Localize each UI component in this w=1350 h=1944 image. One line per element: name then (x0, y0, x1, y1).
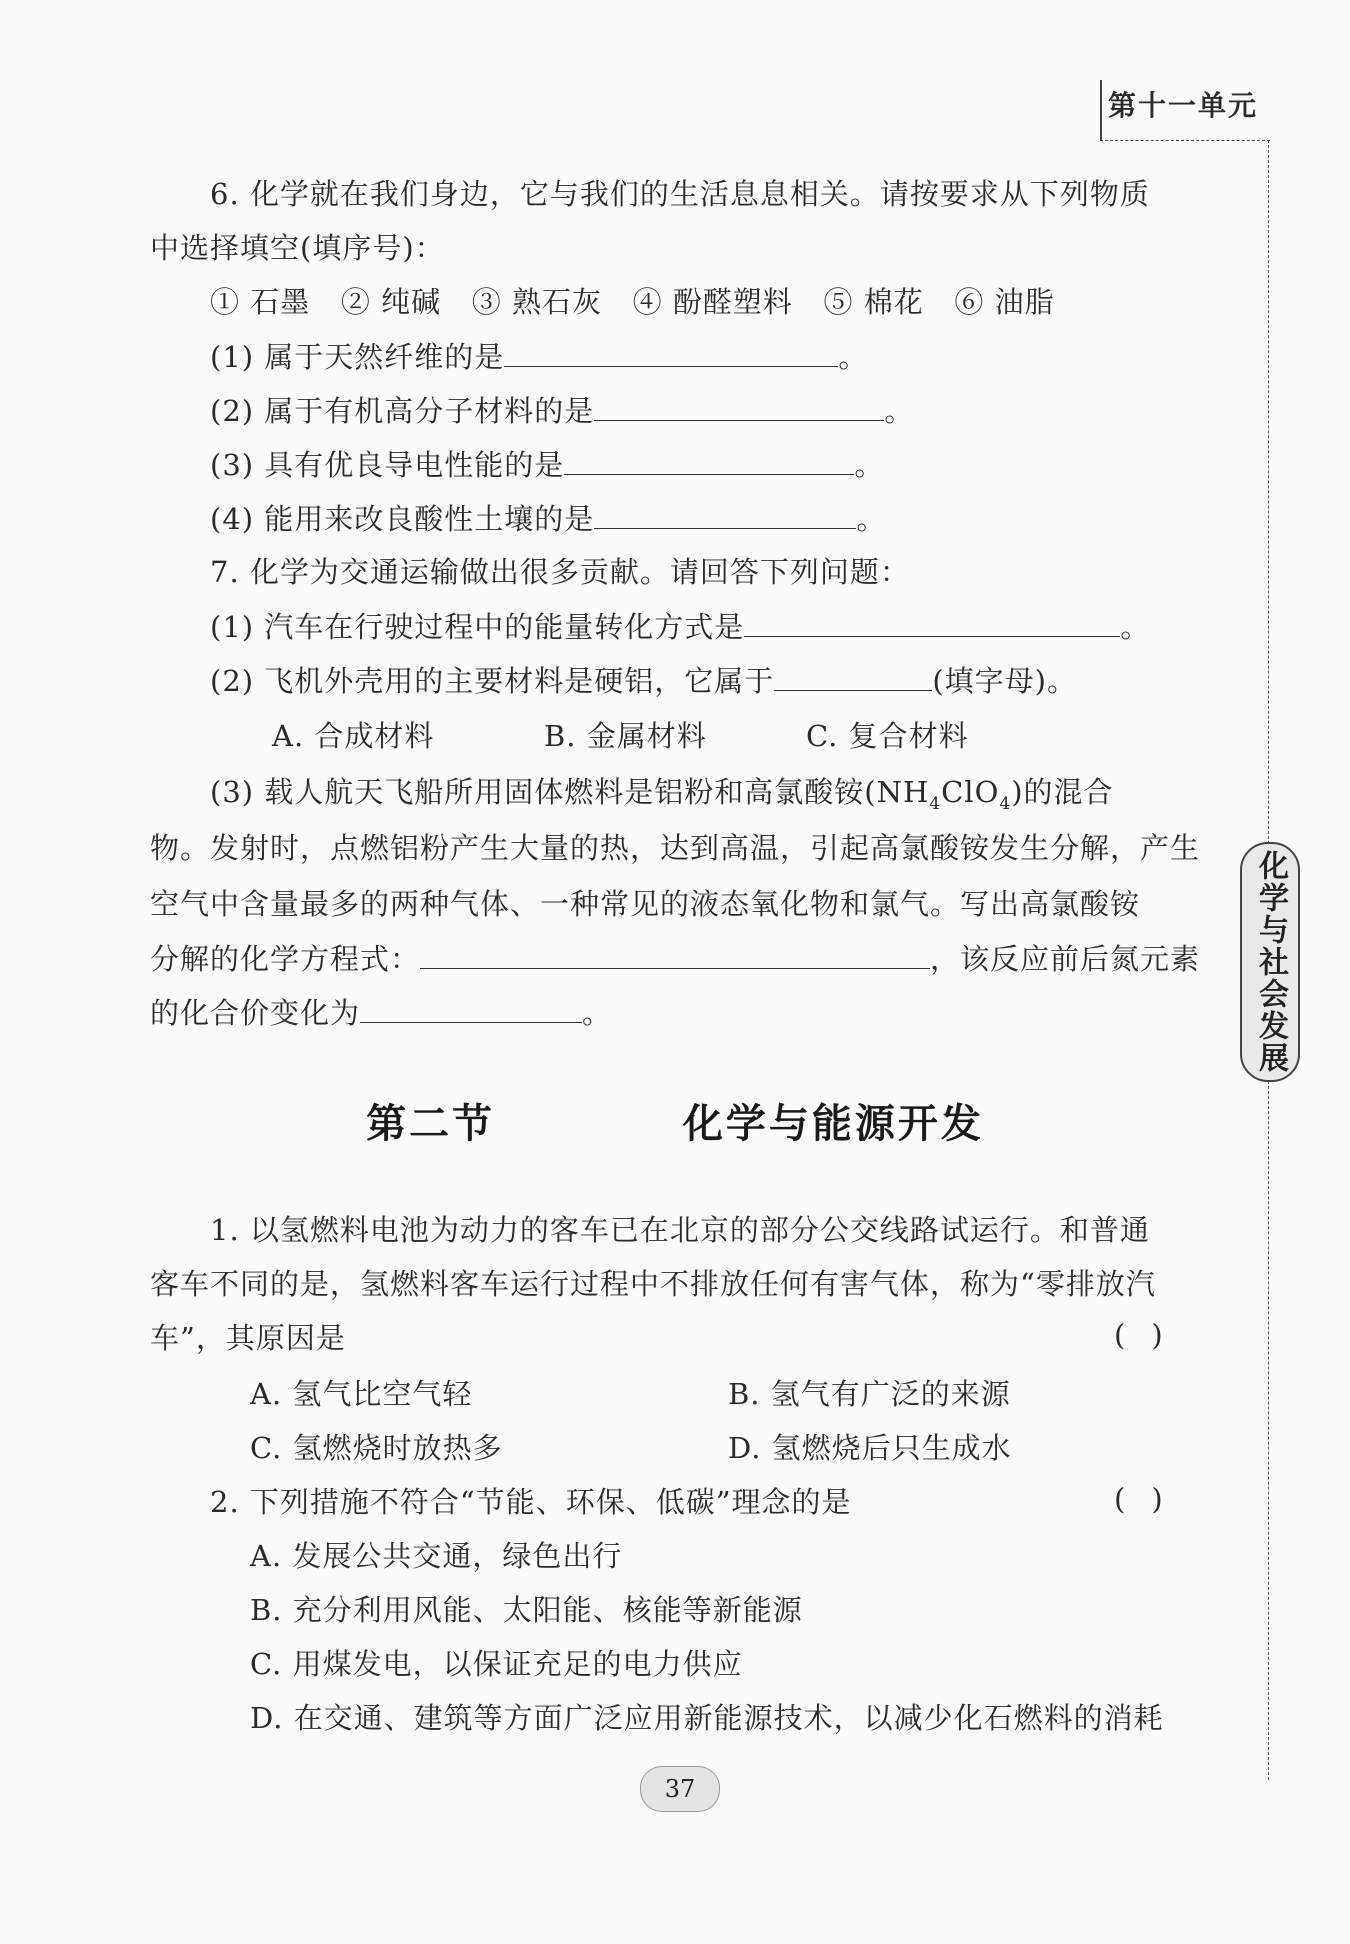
q7-sub3-text-c: )的混合 (1011, 775, 1114, 809)
s1-opt-a: A. 氢气比空气轻 (250, 1377, 473, 1411)
side-tab-label: 化学与社会发展 (1253, 850, 1288, 1074)
period: 。 (582, 996, 613, 1030)
answer-blank[interactable] (594, 498, 856, 529)
answer-blank[interactable] (774, 660, 932, 691)
header-dashed-rule (1100, 140, 1270, 141)
subscript: 4 (929, 793, 942, 814)
s1-opt-c: C. 氢燃烧时放热多 (250, 1431, 503, 1465)
s2-stem: 2. 下列措施不符合“节能、环保、低碳”理念的是 (210, 1485, 852, 1519)
s2-opt-a: A. 发展公共交通，绿色出行 (250, 1539, 623, 1573)
unit-title: 第十一单元 (1108, 89, 1259, 122)
q6-choices: ① 石墨 ② 纯碱 ③ 熟石灰 ④ 酚醛塑料 ⑤ 棉花 ⑥ 油脂 (210, 285, 1055, 319)
q7-sub2-text: (2) 飞机外壳用的主要材料是硬铝，它属于 (210, 664, 775, 698)
q7-sub3-line4 (150, 938, 1200, 979)
period: 。 (856, 502, 887, 536)
header-divider (1100, 80, 1102, 140)
answer-blank[interactable] (504, 336, 838, 367)
q7-sub2-suffix: (填字母)。 (932, 664, 1077, 698)
s1-answer-bracket[interactable]: () (1114, 1318, 1189, 1352)
q6-sub3-text: (3) 具有优良导电性能的是 (210, 448, 565, 482)
q7-sub1 (210, 606, 1150, 647)
side-chapter-tab (1240, 842, 1300, 1082)
q6-sub1-text: (1) 属于天然纤维的是 (210, 340, 505, 374)
q7-sub1-text: (1) 汽车在行驶过程中的能量转化方式是 (210, 610, 745, 644)
q7-sub2 (210, 660, 1077, 701)
answer-blank[interactable] (360, 992, 582, 1023)
answer-blank[interactable] (594, 390, 884, 421)
q7-sub3-text-a: (3) 载人航天飞船所用固体燃料是铝粉和高氯酸铵(NH (210, 775, 930, 809)
section-title (0, 1092, 1350, 1149)
s1-line2: 客车不同的是，氢燃料客车运行过程中不排放任何有害气体，称为“零排放汽 (150, 1267, 1156, 1301)
s2-opt-b: B. 充分利用风能、太阳能、核能等新能源 (250, 1593, 803, 1627)
s1-opt-d: D. 氢燃烧后只生成水 (728, 1431, 1012, 1465)
q7-sub3-line4-text: 分解的化学方程式： (150, 942, 421, 976)
s2-answer-bracket[interactable]: () (1114, 1482, 1189, 1516)
period: 。 (1120, 610, 1151, 644)
section-title-text: 第二节 化学与能源开发 (366, 1101, 984, 1147)
q6-sub3 (210, 444, 884, 485)
answer-blank[interactable] (744, 606, 1120, 637)
period: 。 (884, 394, 915, 428)
q6-stem-line1: 6. 化学就在我们身边，它与我们的生活息息相关。请按要求从下列物质 (210, 177, 1150, 211)
s2-opt-c: C. 用煤发电，以保证充足的电力供应 (250, 1647, 743, 1681)
period: 。 (854, 448, 885, 482)
q7-sub3-line4-suffix: ，该反应前后氮元素 (930, 942, 1201, 976)
q7-sub3-line3: 空气中含量最多的两种气体、一种常见的液态氧化物和氯气。写出高氯酸铵 (150, 887, 1141, 921)
period: 。 (838, 340, 869, 374)
q6-sub2-text: (2) 属于有机高分子材料的是 (210, 394, 595, 428)
s1-line3: 车”，其原因是 (150, 1321, 346, 1355)
s1-opt-b: B. 氢气有广泛的来源 (728, 1377, 1011, 1411)
q6-sub1 (210, 336, 868, 377)
q7-sub3-line2: 物。发射时，点燃铝粉产生大量的热，达到高温，引起高氯酸铵发生分解，产生 (150, 831, 1201, 865)
q7-sub3-line5 (150, 992, 612, 1033)
q7-sub3-line5-text: 的化合价变化为 (150, 996, 361, 1030)
subscript: 4 (999, 793, 1012, 814)
page-number: 37 (640, 1766, 720, 1812)
q7-opt-b: B. 金属材料 (544, 719, 707, 753)
q7-sub3-text-b: ClO (941, 775, 1000, 809)
answer-blank[interactable] (564, 444, 854, 475)
q7-stem: 7. 化学为交通运输做出很多贡献。请回答下列问题： (210, 555, 910, 589)
q6-sub4 (210, 498, 886, 539)
s1-line1: 1. 以氢燃料电池为动力的客车已在北京的部分公交线路试运行。和普通 (210, 1213, 1150, 1247)
q7-opt-c: C. 复合材料 (806, 719, 969, 753)
q6-sub4-text: (4) 能用来改良酸性土壤的是 (210, 502, 595, 536)
q6-stem-line2: 中选择填空(填序号)： (150, 231, 445, 265)
q7-sub3-line1 (210, 772, 1114, 824)
q6-sub2 (210, 390, 914, 431)
q7-opt-a: A. 合成材料 (272, 719, 435, 753)
answer-blank[interactable] (420, 938, 930, 969)
s2-opt-d: D. 在交通、建筑等方面广泛应用新能源技术，以减少化石燃料的消耗 (250, 1701, 1164, 1735)
